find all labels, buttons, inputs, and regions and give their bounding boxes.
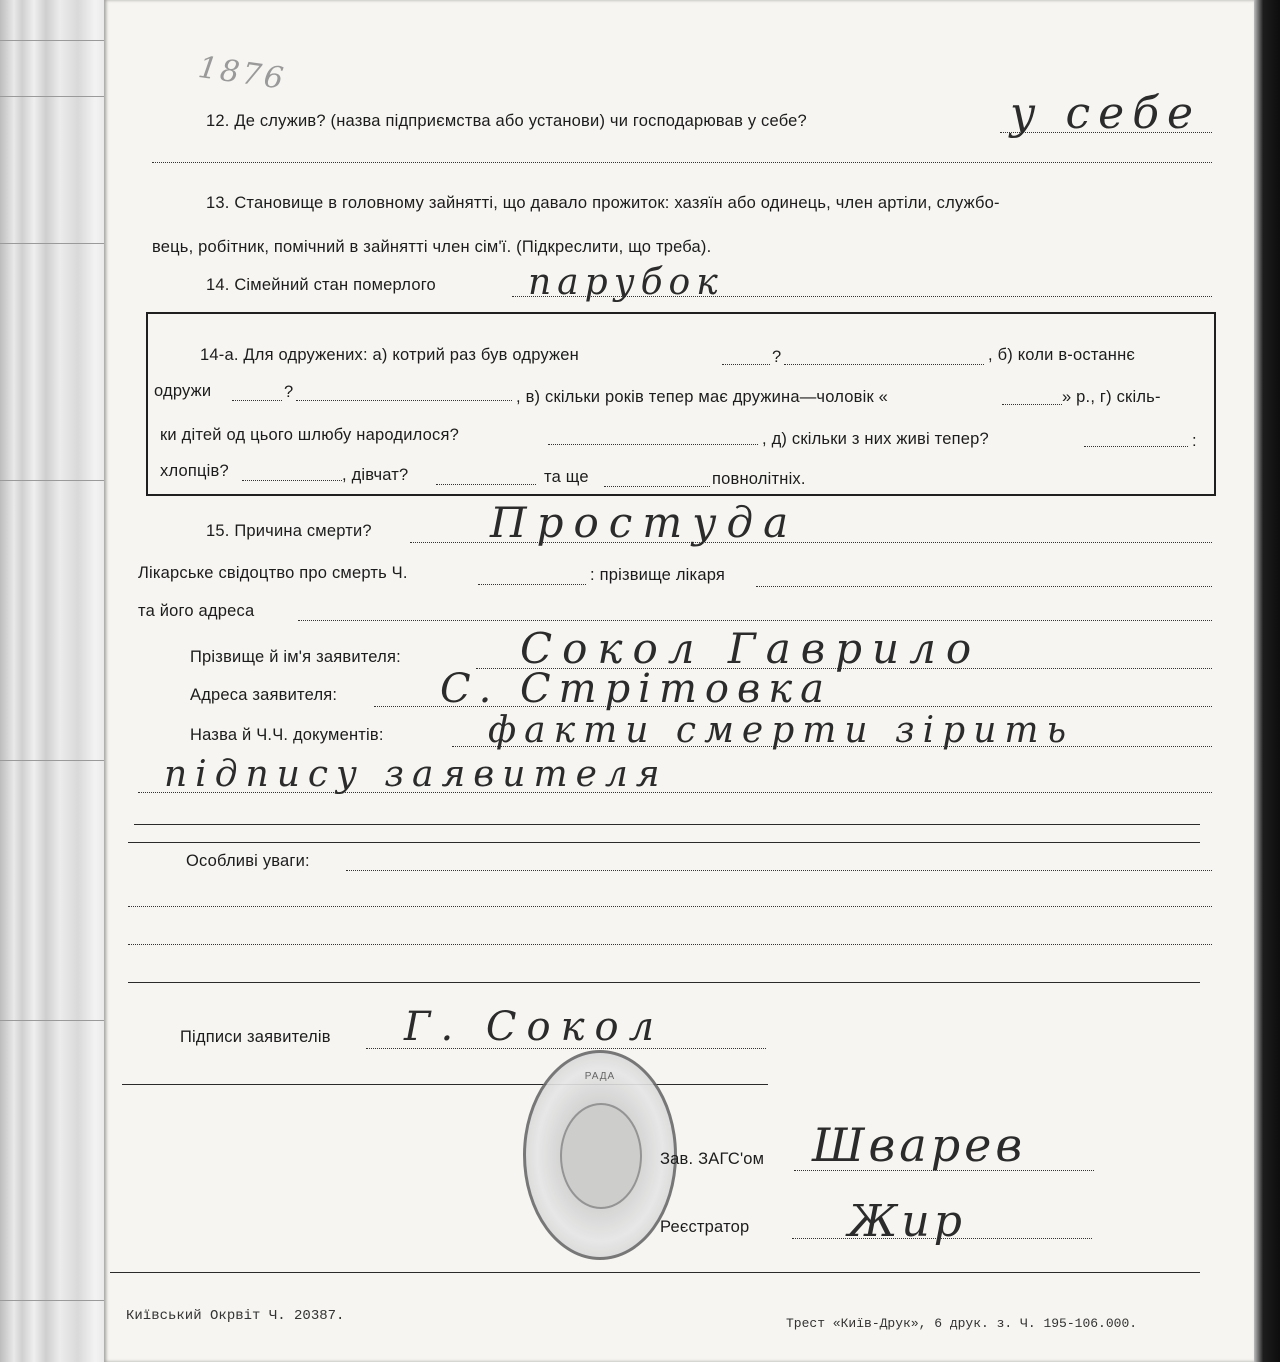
item-12-answer: у себе	[1010, 88, 1202, 139]
blank	[436, 484, 536, 485]
item-14a-line-4-d: повнолітніх.	[712, 470, 806, 488]
item-13-line-2: вець, робітник, помічний в зайнятті член сім'ї. (Підкреслити, що треба).	[152, 238, 712, 256]
corner-number: 1876	[195, 50, 289, 97]
certificate-number-line	[478, 584, 586, 585]
page-edge-line	[0, 760, 110, 761]
page-edge-line	[0, 96, 110, 97]
registrar-label: Реєстратор	[660, 1218, 750, 1236]
applicant-signature: Г. Сокол	[404, 1004, 665, 1050]
certificate-label: Лікарське свідоцтво про смерть Ч.	[138, 564, 408, 582]
blank	[784, 364, 984, 365]
item-14a-line-3-c: :	[1192, 432, 1197, 450]
remarks-label: Особливі уваги:	[186, 852, 310, 870]
page-edge-line	[0, 480, 110, 481]
applicant-address-value: С. Стрітовка	[440, 666, 832, 712]
remarks-line-3	[128, 944, 1212, 945]
applicant-name-value: Сокол Гаврило	[520, 624, 982, 673]
page-edge-line	[0, 1300, 110, 1301]
applicant-address-label: Адреса заявителя:	[190, 686, 338, 704]
doctor-name-line	[756, 586, 1212, 587]
item-14a-line-3-a: ки дітей од цього шлюбу народилося?	[160, 426, 459, 444]
page-edge-line	[0, 1020, 110, 1021]
page-edge-line	[0, 40, 110, 41]
item-14-answer: парубок	[528, 262, 724, 303]
head-of-registry-signature: Шварев	[812, 1118, 1027, 1172]
footer-right: Трест «Київ-Друк», 6 друк. з. Ч. 195-106.000.	[786, 1316, 1138, 1331]
remarks-line-1	[346, 870, 1212, 871]
page-edge-line	[0, 243, 110, 244]
item-14a-line-2-a: одружи	[154, 382, 212, 400]
item-14a-line-3-b: , д) скільки з них живі тепер?	[762, 430, 989, 448]
applicants-signature-label: Підписи заявителів	[180, 1028, 331, 1046]
doctor-address-label: та його адреса	[138, 602, 255, 620]
blank	[722, 364, 770, 365]
item-15-label: 15. Причина смерти?	[206, 522, 372, 540]
item-15-answer: Простуда	[490, 498, 799, 547]
section-rule	[128, 842, 1200, 843]
item-12-line-2	[152, 162, 1212, 163]
page-stack-edge	[0, 0, 110, 1362]
item-14a-line-4-a: хлопців?	[160, 462, 229, 480]
item-14a-line-2-q: ?	[284, 383, 294, 401]
blank	[1084, 446, 1188, 447]
item-14a-line-1-b: , б) коли в-останнє	[988, 346, 1136, 364]
stamp-emblem	[560, 1103, 642, 1209]
documents-label: Назва й Ч.Ч. документів:	[190, 726, 384, 744]
blank	[296, 400, 512, 401]
item-14a-line-2-b: , в) скільки років тепер має дружина—чоловік «	[516, 388, 889, 406]
bottom-rule	[110, 1272, 1200, 1273]
remarks-line-2	[128, 906, 1212, 907]
stamp-ring-text: РАДА	[584, 1071, 616, 1082]
blank	[604, 486, 710, 487]
head-of-registry-label: Зав. ЗАГС'ом	[660, 1150, 765, 1168]
blank	[548, 444, 758, 445]
doctor-name-label: : прізвище лікаря	[590, 566, 726, 584]
item-12-label: 12. Де служив? (назва підприємства або установи) чи господарював у себе?	[206, 112, 807, 130]
doctor-address-line	[298, 620, 1212, 621]
applicant-name-label: Прізвище й ім'я заявителя:	[190, 648, 401, 666]
registrar-signature: Жир	[848, 1196, 966, 1247]
documents-value-2: підпису заявителя	[164, 754, 668, 795]
documents-rule	[134, 824, 1200, 825]
applicants-signature-rule	[122, 1084, 768, 1085]
blank	[1002, 404, 1062, 405]
documents-value-1: факти смерти зірить	[488, 710, 1075, 751]
item-14a-line-2-c: » р., г) скіль-	[1062, 388, 1161, 406]
item-14a-line-1-a: 14-а. Для одружених: а) котрий раз був одружен	[200, 346, 579, 364]
remarks-rule	[128, 982, 1200, 983]
book-spine-shadow	[1252, 0, 1280, 1362]
item-14a-line-1-q: ?	[772, 348, 782, 366]
blank	[232, 400, 282, 401]
blank	[242, 480, 342, 481]
item-14a-line-4-c: та ще	[544, 468, 589, 486]
item-14-label: 14. Сімейний стан померлого	[206, 276, 436, 294]
item-14a-line-4-b: , дівчат?	[342, 466, 409, 484]
official-stamp	[523, 1050, 677, 1260]
item-13-line-1: 13. Становище в головному зайнятті, що давало прожиток: хазяїн або одинець, член артіли, службо-	[206, 194, 1000, 212]
footer-left: Київський Окрвіт Ч. 20387.	[126, 1308, 345, 1324]
